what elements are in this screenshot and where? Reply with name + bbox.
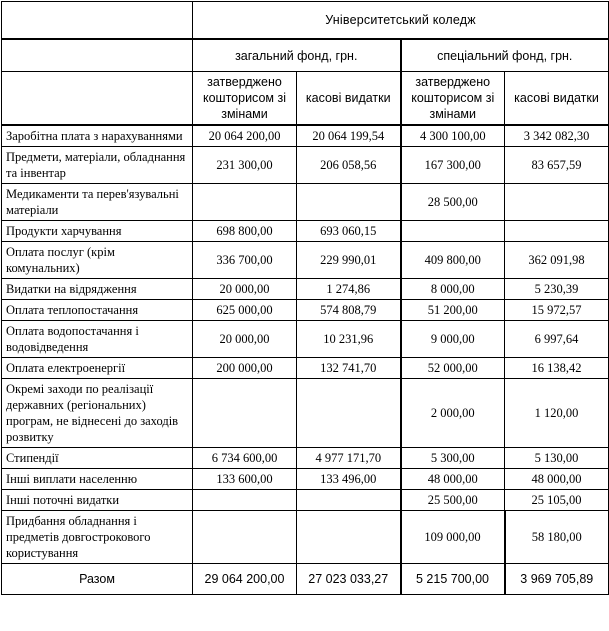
corner-cell-empty-3 bbox=[2, 72, 193, 126]
row-label: Придбання обладнання і предметів довгострокового користування bbox=[2, 511, 193, 564]
table-row bbox=[2, 184, 609, 221]
cell-general-cash bbox=[297, 490, 401, 511]
table-row bbox=[2, 321, 609, 358]
table-row bbox=[2, 221, 609, 242]
subheader-general-cash: касові видатки bbox=[297, 72, 401, 126]
table-row bbox=[2, 511, 609, 564]
cell-general-approved: 200 000,00 bbox=[193, 358, 297, 379]
total-general-approved: 29 064 200,00 bbox=[193, 564, 297, 595]
cell-general-cash: 693 060,15 bbox=[297, 221, 401, 242]
table-row bbox=[2, 279, 609, 300]
row-label: Інші виплати населенню bbox=[2, 469, 193, 490]
subheader-row bbox=[2, 72, 609, 126]
cell-special-cash: 58 180,00 bbox=[505, 511, 609, 564]
table-header bbox=[2, 2, 609, 126]
table-row bbox=[2, 300, 609, 321]
cell-special-cash: 15 972,57 bbox=[505, 300, 609, 321]
row-label: Оплата водопостачання і водовідведення bbox=[2, 321, 193, 358]
cell-special-approved: 2 000,00 bbox=[401, 379, 505, 448]
cell-special-approved: 28 500,00 bbox=[401, 184, 505, 221]
cell-special-approved: 167 300,00 bbox=[401, 147, 505, 184]
cell-general-cash bbox=[297, 184, 401, 221]
fund-header-general: загальний фонд, грн. bbox=[193, 39, 401, 72]
cell-general-approved bbox=[193, 511, 297, 564]
table-footer bbox=[2, 564, 609, 595]
cell-general-cash bbox=[297, 511, 401, 564]
fund-header-special: спеціальний фонд, грн. bbox=[401, 39, 609, 72]
row-label: Продукти харчування bbox=[2, 221, 193, 242]
total-special-approved: 5 215 700,00 bbox=[401, 564, 505, 595]
cell-special-cash: 6 997,64 bbox=[505, 321, 609, 358]
cell-special-cash: 1 120,00 bbox=[505, 379, 609, 448]
cell-special-cash: 48 000,00 bbox=[505, 469, 609, 490]
cell-special-cash: 5 230,39 bbox=[505, 279, 609, 300]
cell-special-approved: 51 200,00 bbox=[401, 300, 505, 321]
cell-special-approved: 8 000,00 bbox=[401, 279, 505, 300]
cell-general-cash: 4 977 171,70 bbox=[297, 448, 401, 469]
cell-special-cash: 5 130,00 bbox=[505, 448, 609, 469]
cell-general-approved: 336 700,00 bbox=[193, 242, 297, 279]
row-label: Окремі заходи по реалізації державних (регіональних) програм, не віднесені до заходів розвитку bbox=[2, 379, 193, 448]
cell-special-approved: 9 000,00 bbox=[401, 321, 505, 358]
table-row bbox=[2, 469, 609, 490]
table-row bbox=[2, 125, 609, 147]
cell-general-approved bbox=[193, 184, 297, 221]
cell-general-cash: 229 990,01 bbox=[297, 242, 401, 279]
total-row bbox=[2, 564, 609, 595]
cell-special-cash: 83 657,59 bbox=[505, 147, 609, 184]
row-label: Оплата теплопостачання bbox=[2, 300, 193, 321]
table-row bbox=[2, 448, 609, 469]
row-label: Медикаменти та перев'язувальні матеріали bbox=[2, 184, 193, 221]
cell-special-approved: 5 300,00 bbox=[401, 448, 505, 469]
cell-general-approved: 20 000,00 bbox=[193, 279, 297, 300]
cell-general-approved: 231 300,00 bbox=[193, 147, 297, 184]
table-row bbox=[2, 490, 609, 511]
cell-special-approved bbox=[401, 221, 505, 242]
cell-general-cash: 20 064 199,54 bbox=[297, 125, 401, 147]
corner-cell-empty-2 bbox=[2, 39, 193, 72]
subheader-special-cash: касові видатки bbox=[505, 72, 609, 126]
table-row bbox=[2, 242, 609, 279]
row-label: Оплата електроенергії bbox=[2, 358, 193, 379]
cell-special-approved: 52 000,00 bbox=[401, 358, 505, 379]
cell-general-approved: 20 000,00 bbox=[193, 321, 297, 358]
row-label: Видатки на відрядження bbox=[2, 279, 193, 300]
cell-general-approved: 625 000,00 bbox=[193, 300, 297, 321]
table-row bbox=[2, 358, 609, 379]
cell-special-cash: 16 138,42 bbox=[505, 358, 609, 379]
table-body bbox=[2, 125, 609, 564]
cell-general-cash: 10 231,96 bbox=[297, 321, 401, 358]
cell-general-approved: 133 600,00 bbox=[193, 469, 297, 490]
row-label: Предмети, матеріали, обладнання та інвентар bbox=[2, 147, 193, 184]
subheader-general-approved: затверджено кошторисом зі змінами bbox=[193, 72, 297, 126]
table-row bbox=[2, 147, 609, 184]
cell-special-approved: 409 800,00 bbox=[401, 242, 505, 279]
cell-special-cash: 25 105,00 bbox=[505, 490, 609, 511]
row-label: Оплата послуг (крім комунальних) bbox=[2, 242, 193, 279]
corner-cell-empty bbox=[2, 2, 193, 40]
cell-general-cash: 206 058,56 bbox=[297, 147, 401, 184]
total-special-cash: 3 969 705,89 bbox=[505, 564, 609, 595]
table-row bbox=[2, 379, 609, 448]
cell-general-cash: 574 808,79 bbox=[297, 300, 401, 321]
cell-general-approved: 20 064 200,00 bbox=[193, 125, 297, 147]
row-label: Заробітна плата з нарахуваннями bbox=[2, 125, 193, 147]
cell-special-cash: 362 091,98 bbox=[505, 242, 609, 279]
total-general-cash: 27 023 033,27 bbox=[297, 564, 401, 595]
budget-table bbox=[1, 1, 609, 595]
fund-row bbox=[2, 39, 609, 72]
cell-general-approved: 6 734 600,00 bbox=[193, 448, 297, 469]
cell-special-approved: 109 000,00 bbox=[401, 511, 505, 564]
document-title: Університетський коледж bbox=[193, 2, 609, 40]
subheader-special-approved: затверджено кошторисом зі змінами bbox=[401, 72, 505, 126]
cell-special-cash bbox=[505, 184, 609, 221]
cell-special-approved: 4 300 100,00 bbox=[401, 125, 505, 147]
cell-special-cash bbox=[505, 221, 609, 242]
cell-special-cash: 3 342 082,30 bbox=[505, 125, 609, 147]
row-label: Стипендії bbox=[2, 448, 193, 469]
cell-special-approved: 25 500,00 bbox=[401, 490, 505, 511]
cell-special-approved: 48 000,00 bbox=[401, 469, 505, 490]
total-label: Разом bbox=[2, 564, 193, 595]
cell-general-approved bbox=[193, 379, 297, 448]
title-row bbox=[2, 2, 609, 40]
cell-general-approved bbox=[193, 490, 297, 511]
cell-general-cash: 1 274,86 bbox=[297, 279, 401, 300]
row-label: Інші поточні видатки bbox=[2, 490, 193, 511]
cell-general-cash: 132 741,70 bbox=[297, 358, 401, 379]
cell-general-cash bbox=[297, 379, 401, 448]
cell-general-cash: 133 496,00 bbox=[297, 469, 401, 490]
cell-general-approved: 698 800,00 bbox=[193, 221, 297, 242]
